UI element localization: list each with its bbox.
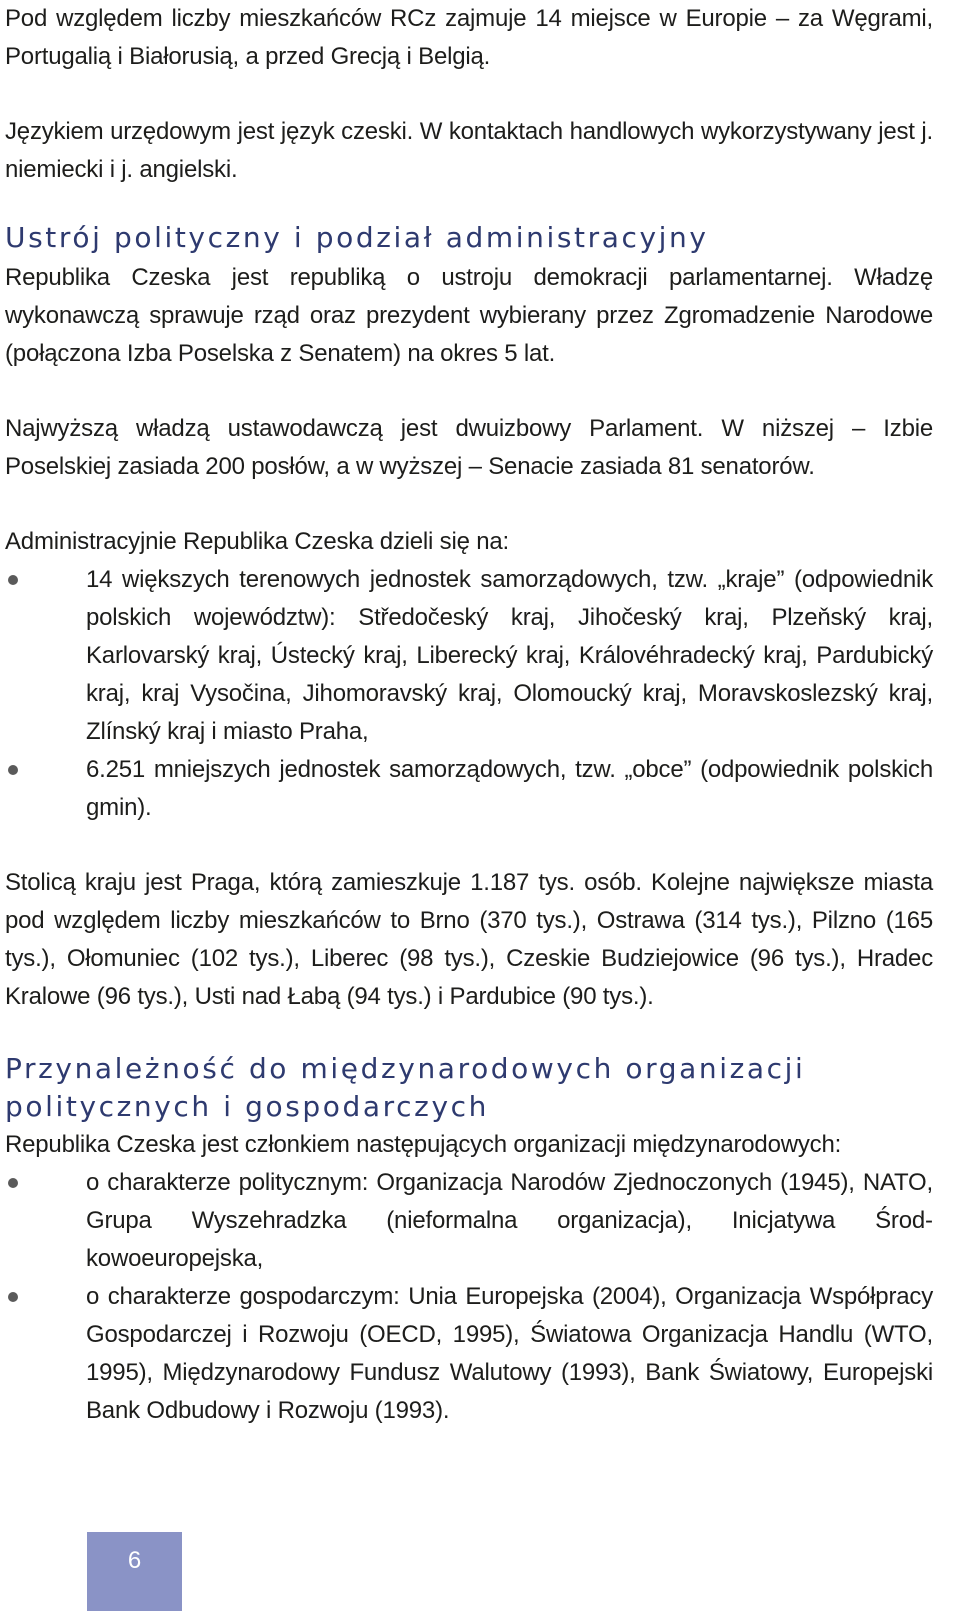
- paragraph-capital: Stolicą kraju jest Praga, którą zamieszkuje 1.187 tys. osób. Kolejne największe miasta pod względem liczby mieszkańców to Brno (370 tys.), Ostrawa (314 tys.), Pilzno (165 tys.), Ołomuniec (102 tys.), Liberec (98 tys.), Czeskie Budziejowice (96 tys.), Hradec Kralowe (96 tys.), Usti nad Łabą (94 tys.) i Pardubice (90 tys.).: [5, 869, 933, 1010]
- list-item-text: 6.251 mniejszych jednostek samorządowych, tzw. „obce” (odpowiednik polskich gmin).: [86, 756, 933, 821]
- page-number: 6: [127, 1547, 142, 1574]
- organizations-list: [5, 1164, 933, 1430]
- paragraph-membership: Republika Czeska jest członkiem następujących organizacji międzynarodowych:: [5, 1131, 842, 1158]
- paragraph-parliament: Najwyższą władzą ustawodawczą jest dwuizbowy Parlament. W niższej – Izbie Poselskiej zasiada 200 posłów, a w wyższej – Senacie zasiada 81 senatorów.: [5, 415, 933, 480]
- list-item-text: o charakterze politycznym: Organizacja Narodów Zjednoczonych (1945), NATO, Grupa Wyszehradzka (nieformalna organizacja), Inicjatywa Środkowoeuropejska,: [86, 1169, 933, 1272]
- paragraph-population: Pod względem liczby mieszkańców RCz zajmuje 14 miejsce w Europie – za Węgrami, Portugalią i Białorusią, a przed Grecją i Belgią.: [5, 5, 933, 70]
- list-item: [5, 751, 933, 827]
- administration-list: [5, 561, 933, 827]
- paragraph-language: Językiem urzędowym jest język czeski. W kontaktach handlowych wykorzystywany jest j. niemiecki i j. angielski.: [5, 118, 933, 183]
- paragraph-republic: Republika Czeska jest republiką o ustroju demokracji parlamentarnej. Władzę wykonawczą sprawuje rząd oraz prezydent wybierany przez Zgromadzenie Narodowe (połączona Izba Poselska z Senatem) na okres 5 lat.: [5, 264, 933, 367]
- bullet-icon: [8, 765, 18, 775]
- bullet-icon: [8, 1292, 18, 1302]
- bullet-icon: [8, 575, 18, 585]
- list-item: [5, 1278, 933, 1430]
- document-page: [5, 0, 933, 1430]
- bullet-icon: [8, 1178, 18, 1188]
- paragraph-administration: Administracyjnie Republika Czeska dzieli się na:: [5, 528, 509, 555]
- heading-political-system: Ustrój polityczny i podział administracyjny: [5, 221, 709, 254]
- list-item: [5, 1164, 933, 1278]
- page-number-box: [87, 1532, 182, 1611]
- heading-international-organizations: Przynależność do międzynarodowych organizacji politycznych i gospodarczych: [5, 1052, 806, 1123]
- list-item: [5, 561, 933, 751]
- list-item-text: o charakterze gospodarczym: Unia Europejska (2004), Organizacja Współpracy Gospodarczej i Rozwoju (OECD, 1995), Światowa Organizacja Handlu (WTO, 1995), Międzynarodowy Fundusz Walutowy (1993), Bank Światowy, Europejski Bank Odbudowy i Rozwoju (1993).: [86, 1283, 933, 1424]
- list-item-text: 14 większych terenowych jednostek samorządowych, tzw. „kraje” (odpowiednik polskich województw): Středočeský kraj, Jihočeský kraj, Plzeňský kraj, Karlovarský kraj, Ústecký kraj, Liberecký kraj, Královéhradecký kraj, Pardubický kraj, kraj Vysočina, Jihomoravský kraj, Olomoucký kraj, Moravskoslezský kraj, Zlínský kraj i miasto Praha,: [86, 566, 933, 745]
